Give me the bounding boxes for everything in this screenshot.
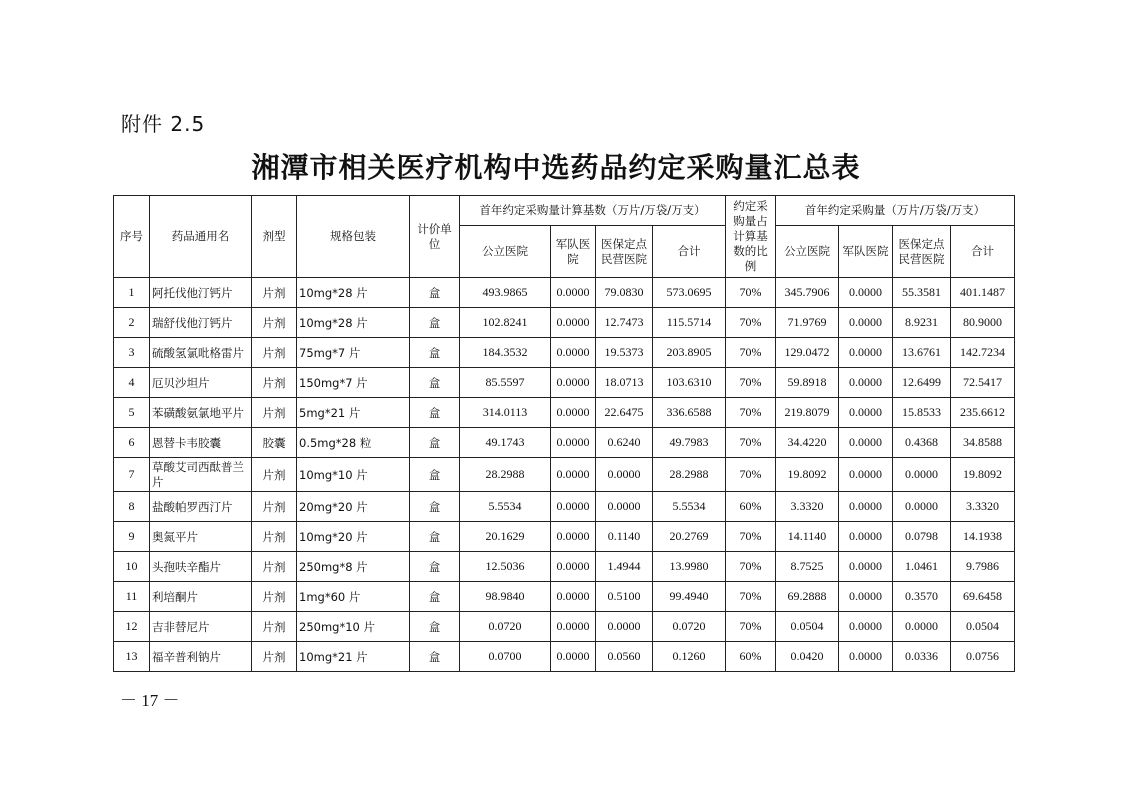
procurement-summary-table	[113, 195, 1015, 672]
cell-vol-military: 0.0000	[839, 582, 893, 612]
cell-drug-name: 草酸艾司西酞普兰片	[150, 458, 252, 492]
cell-dosage-form: 片剂	[252, 492, 297, 522]
cell-vol-total: 401.1487	[951, 278, 1015, 308]
cell-spec-package: 20mg*20 片	[297, 492, 410, 522]
cell-vol-military: 0.0000	[839, 522, 893, 552]
cell-vol-public: 219.8079	[776, 398, 839, 428]
cell-base-total: 5.5534	[653, 492, 726, 522]
cell-pricing-unit: 盒	[410, 278, 460, 308]
cell-spec-package: 10mg*10 片	[297, 458, 410, 492]
cell-pricing-unit: 盒	[410, 642, 460, 672]
cell-vol-private: 0.0000	[893, 492, 951, 522]
cell-base-total: 115.5714	[653, 308, 726, 338]
cell-vol-total: 72.5417	[951, 368, 1015, 398]
cell-dosage-form: 胶囊	[252, 428, 297, 458]
cell-base-private: 19.5373	[596, 338, 653, 368]
cell-dosage-form: 片剂	[252, 552, 297, 582]
cell-base-public: 314.0113	[460, 398, 551, 428]
cell-drug-name: 阿托伐他汀钙片	[150, 278, 252, 308]
cell-pricing-unit: 盒	[410, 492, 460, 522]
cell-ratio: 70%	[726, 428, 776, 458]
cell-dosage-form: 片剂	[252, 278, 297, 308]
cell-seq: 4	[114, 368, 150, 398]
cell-ratio: 70%	[726, 582, 776, 612]
cell-base-total: 20.2769	[653, 522, 726, 552]
cell-base-public: 12.5036	[460, 552, 551, 582]
cell-base-private: 0.0000	[596, 458, 653, 492]
table-row	[114, 278, 1015, 308]
cell-pricing-unit: 盒	[410, 428, 460, 458]
cell-vol-public: 0.0504	[776, 612, 839, 642]
cell-drug-name: 奥氮平片	[150, 522, 252, 552]
cell-seq: 5	[114, 398, 150, 428]
cell-ratio: 70%	[726, 398, 776, 428]
cell-vol-private: 0.0000	[893, 612, 951, 642]
cell-seq: 10	[114, 552, 150, 582]
cell-base-military: 0.0000	[551, 492, 596, 522]
cell-ratio: 70%	[726, 612, 776, 642]
cell-vol-public: 14.1140	[776, 522, 839, 552]
cell-base-total: 49.7983	[653, 428, 726, 458]
cell-base-private: 0.0000	[596, 612, 653, 642]
cell-base-public: 5.5534	[460, 492, 551, 522]
cell-vol-public: 71.9769	[776, 308, 839, 338]
cell-vol-public: 34.4220	[776, 428, 839, 458]
cell-spec-package: 10mg*28 片	[297, 308, 410, 338]
cell-seq: 6	[114, 428, 150, 458]
cell-dosage-form: 片剂	[252, 308, 297, 338]
cell-spec-package: 250mg*8 片	[297, 552, 410, 582]
cell-base-military: 0.0000	[551, 368, 596, 398]
cell-spec-package: 10mg*20 片	[297, 522, 410, 552]
cell-seq: 7	[114, 458, 150, 492]
cell-dosage-form: 片剂	[252, 612, 297, 642]
cell-vol-public: 345.7906	[776, 278, 839, 308]
cell-vol-total: 69.6458	[951, 582, 1015, 612]
page-number: － 17 －	[120, 691, 180, 710]
cell-drug-name: 吉非替尼片	[150, 612, 252, 642]
cell-ratio: 70%	[726, 552, 776, 582]
table-row	[114, 522, 1015, 552]
cell-spec-package: 75mg*7 片	[297, 338, 410, 368]
header-base-public: 公立医院	[460, 226, 551, 278]
cell-vol-military: 0.0000	[839, 278, 893, 308]
cell-base-private: 0.0000	[596, 492, 653, 522]
cell-base-military: 0.0000	[551, 278, 596, 308]
cell-vol-public: 3.3320	[776, 492, 839, 522]
cell-seq: 2	[114, 308, 150, 338]
cell-vol-total: 0.0504	[951, 612, 1015, 642]
header-pricing-unit: 计价单位	[410, 196, 460, 278]
cell-base-total: 203.8905	[653, 338, 726, 368]
cell-base-total: 0.1260	[653, 642, 726, 672]
cell-base-private: 0.6240	[596, 428, 653, 458]
cell-vol-public: 129.0472	[776, 338, 839, 368]
table-row	[114, 612, 1015, 642]
cell-drug-name: 福辛普利钠片	[150, 642, 252, 672]
cell-vol-military: 0.0000	[839, 338, 893, 368]
table-row	[114, 582, 1015, 612]
cell-drug-name: 厄贝沙坦片	[150, 368, 252, 398]
cell-vol-total: 3.3320	[951, 492, 1015, 522]
cell-base-military: 0.0000	[551, 308, 596, 338]
table-row	[114, 458, 1015, 492]
cell-vol-military: 0.0000	[839, 308, 893, 338]
cell-vol-public: 19.8092	[776, 458, 839, 492]
cell-seq: 13	[114, 642, 150, 672]
cell-spec-package: 1mg*60 片	[297, 582, 410, 612]
table-row	[114, 338, 1015, 368]
cell-spec-package: 150mg*7 片	[297, 368, 410, 398]
header-base-military: 军队医院	[551, 226, 596, 278]
document-title: 湘潭市相关医疗机构中选药品约定采购量汇总表	[251, 151, 861, 184]
table-row	[114, 552, 1015, 582]
cell-base-total: 336.6588	[653, 398, 726, 428]
cell-vol-private: 0.4368	[893, 428, 951, 458]
header-seq: 序号	[114, 196, 150, 278]
cell-vol-public: 69.2888	[776, 582, 839, 612]
header-spec-package: 规格包装	[297, 196, 410, 278]
cell-vol-private: 8.9231	[893, 308, 951, 338]
cell-vol-total: 19.8092	[951, 458, 1015, 492]
cell-ratio: 70%	[726, 368, 776, 398]
cell-drug-name: 盐酸帕罗西汀片	[150, 492, 252, 522]
cell-seq: 1	[114, 278, 150, 308]
cell-pricing-unit: 盒	[410, 368, 460, 398]
cell-seq: 9	[114, 522, 150, 552]
cell-vol-private: 0.0798	[893, 522, 951, 552]
cell-vol-total: 14.1938	[951, 522, 1015, 552]
cell-pricing-unit: 盒	[410, 612, 460, 642]
cell-base-private: 1.4944	[596, 552, 653, 582]
cell-base-military: 0.0000	[551, 428, 596, 458]
cell-drug-name: 头孢呋辛酯片	[150, 552, 252, 582]
table-row	[114, 368, 1015, 398]
header-base-private: 医保定点民营医院	[596, 226, 653, 278]
cell-base-private: 0.1140	[596, 522, 653, 552]
table-row	[114, 428, 1015, 458]
cell-base-military: 0.0000	[551, 398, 596, 428]
cell-pricing-unit: 盒	[410, 398, 460, 428]
cell-vol-private: 55.3581	[893, 278, 951, 308]
cell-vol-military: 0.0000	[839, 612, 893, 642]
cell-base-military: 0.0000	[551, 522, 596, 552]
cell-seq: 8	[114, 492, 150, 522]
cell-ratio: 60%	[726, 492, 776, 522]
cell-ratio: 70%	[726, 458, 776, 492]
cell-pricing-unit: 盒	[410, 338, 460, 368]
cell-base-total: 573.0695	[653, 278, 726, 308]
cell-dosage-form: 片剂	[252, 642, 297, 672]
cell-base-total: 28.2988	[653, 458, 726, 492]
cell-vol-private: 15.8533	[893, 398, 951, 428]
cell-base-private: 79.0830	[596, 278, 653, 308]
cell-dosage-form: 片剂	[252, 458, 297, 492]
header-vol-total: 合计	[951, 226, 1015, 278]
cell-vol-total: 34.8588	[951, 428, 1015, 458]
cell-base-public: 85.5597	[460, 368, 551, 398]
cell-base-public: 98.9840	[460, 582, 551, 612]
cell-drug-name: 瑞舒伐他汀钙片	[150, 308, 252, 338]
cell-vol-public: 59.8918	[776, 368, 839, 398]
cell-drug-name: 苯磺酸氨氯地平片	[150, 398, 252, 428]
cell-dosage-form: 片剂	[252, 582, 297, 612]
cell-spec-package: 10mg*21 片	[297, 642, 410, 672]
cell-dosage-form: 片剂	[252, 368, 297, 398]
cell-base-public: 184.3532	[460, 338, 551, 368]
cell-ratio: 70%	[726, 308, 776, 338]
header-vol-military: 军队医院	[839, 226, 893, 278]
cell-drug-name: 恩替卡韦胶囊	[150, 428, 252, 458]
cell-vol-military: 0.0000	[839, 368, 893, 398]
cell-vol-military: 0.0000	[839, 458, 893, 492]
cell-base-public: 0.0720	[460, 612, 551, 642]
attachment-label: 附件 2.5	[121, 112, 206, 136]
header-dosage-form: 剂型	[252, 196, 297, 278]
cell-base-private: 22.6475	[596, 398, 653, 428]
cell-base-private: 12.7473	[596, 308, 653, 338]
cell-ratio: 70%	[726, 522, 776, 552]
cell-base-public: 49.1743	[460, 428, 551, 458]
cell-vol-private: 12.6499	[893, 368, 951, 398]
cell-seq: 11	[114, 582, 150, 612]
cell-vol-public: 0.0420	[776, 642, 839, 672]
cell-vol-military: 0.0000	[839, 398, 893, 428]
cell-vol-military: 0.0000	[839, 428, 893, 458]
cell-base-private: 18.0713	[596, 368, 653, 398]
cell-base-total: 13.9980	[653, 552, 726, 582]
header-vol-private: 医保定点民营医院	[893, 226, 951, 278]
cell-base-total: 99.4940	[653, 582, 726, 612]
cell-base-public: 493.9865	[460, 278, 551, 308]
table-row	[114, 492, 1015, 522]
cell-drug-name: 硫酸氢氯吡格雷片	[150, 338, 252, 368]
cell-base-private: 0.0560	[596, 642, 653, 672]
cell-pricing-unit: 盒	[410, 552, 460, 582]
cell-vol-total: 0.0756	[951, 642, 1015, 672]
cell-spec-package: 5mg*21 片	[297, 398, 410, 428]
cell-pricing-unit: 盒	[410, 582, 460, 612]
cell-base-military: 0.0000	[551, 582, 596, 612]
cell-dosage-form: 片剂	[252, 522, 297, 552]
cell-seq: 3	[114, 338, 150, 368]
cell-base-total: 0.0720	[653, 612, 726, 642]
cell-spec-package: 10mg*28 片	[297, 278, 410, 308]
cell-pricing-unit: 盒	[410, 308, 460, 338]
cell-vol-military: 0.0000	[839, 642, 893, 672]
table-row	[114, 398, 1015, 428]
cell-base-military: 0.0000	[551, 338, 596, 368]
cell-vol-total: 80.9000	[951, 308, 1015, 338]
header-base-group: 首年约定采购量计算基数（万片/万袋/万支）	[460, 196, 726, 226]
cell-base-public: 102.8241	[460, 308, 551, 338]
cell-vol-private: 0.3570	[893, 582, 951, 612]
cell-ratio: 70%	[726, 278, 776, 308]
cell-vol-total: 235.6612	[951, 398, 1015, 428]
cell-vol-total: 9.7986	[951, 552, 1015, 582]
cell-dosage-form: 片剂	[252, 398, 297, 428]
cell-vol-private: 13.6761	[893, 338, 951, 368]
header-ratio: 约定采购量占计算基数的比例	[726, 196, 776, 278]
cell-drug-name: 利培酮片	[150, 582, 252, 612]
table-body	[114, 278, 1015, 672]
cell-spec-package: 250mg*10 片	[297, 612, 410, 642]
cell-vol-military: 0.0000	[839, 492, 893, 522]
cell-base-private: 0.5100	[596, 582, 653, 612]
header-drug-name: 药品通用名	[150, 196, 252, 278]
cell-vol-military: 0.0000	[839, 552, 893, 582]
cell-vol-private: 1.0461	[893, 552, 951, 582]
cell-vol-private: 0.0336	[893, 642, 951, 672]
cell-base-military: 0.0000	[551, 552, 596, 582]
cell-pricing-unit: 盒	[410, 458, 460, 492]
header-vol-public: 公立医院	[776, 226, 839, 278]
cell-ratio: 60%	[726, 642, 776, 672]
cell-seq: 12	[114, 612, 150, 642]
cell-base-public: 0.0700	[460, 642, 551, 672]
cell-vol-total: 142.7234	[951, 338, 1015, 368]
header-base-total: 合计	[653, 226, 726, 278]
cell-vol-private: 0.0000	[893, 458, 951, 492]
cell-vol-public: 8.7525	[776, 552, 839, 582]
cell-dosage-form: 片剂	[252, 338, 297, 368]
header-volume-group: 首年约定采购量（万片/万袋/万支）	[776, 196, 1015, 226]
table-row	[114, 642, 1015, 672]
cell-base-military: 0.0000	[551, 612, 596, 642]
cell-base-military: 0.0000	[551, 642, 596, 672]
table-row	[114, 308, 1015, 338]
cell-base-public: 28.2988	[460, 458, 551, 492]
cell-spec-package: 0.5mg*28 粒	[297, 428, 410, 458]
cell-pricing-unit: 盒	[410, 522, 460, 552]
cell-base-public: 20.1629	[460, 522, 551, 552]
cell-ratio: 70%	[726, 338, 776, 368]
cell-base-total: 103.6310	[653, 368, 726, 398]
cell-base-military: 0.0000	[551, 458, 596, 492]
